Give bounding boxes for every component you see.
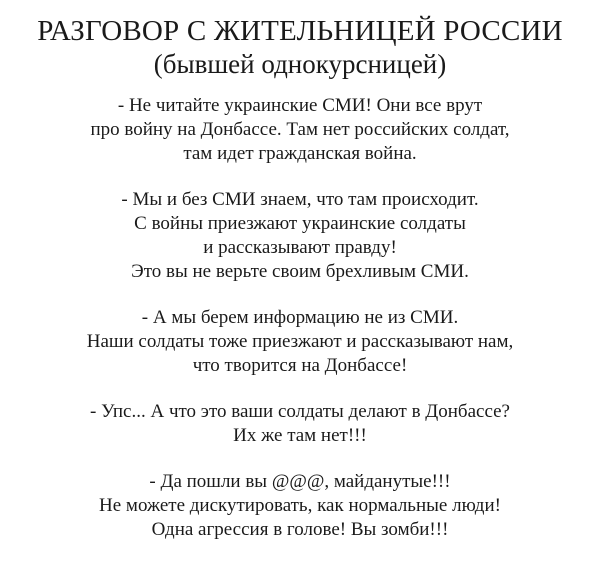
dialogue-line: там идет гражданская война. <box>183 143 417 164</box>
dialogue-line: - А мы берем информацию не из СМИ. <box>141 307 459 328</box>
dialogue-line: про войну на Донбассе. Там нет российских солдат, <box>90 119 510 140</box>
dialogue-line: - Да пошли вы @@@, майданутые!!! <box>149 471 451 492</box>
dialogue-line: Их же там нет!!! <box>233 425 367 446</box>
document-title: РАЗГОВОР С ЖИТЕЛЬНИЦЕЙ РОССИИ <box>37 15 563 47</box>
dialogue-body <box>0 94 600 542</box>
dialogue-paragraph-2 <box>0 188 600 284</box>
dialogue-paragraph-4 <box>0 400 600 448</box>
dialogue-line: Одна агрессия в голове! Вы зомби!!! <box>151 519 449 540</box>
dialogue-line: Наши солдаты тоже приезжают и рассказывают нам, <box>86 331 514 352</box>
dialogue-paragraph-5 <box>0 470 600 542</box>
document-subtitle: (бывшей однокурсницей) <box>153 49 447 79</box>
dialogue-line: С войны приезжают украинские солдаты <box>134 213 466 234</box>
dialogue-line: - Не читайте украинские СМИ! Они все врут <box>117 95 483 116</box>
dialogue-line: - Мы и без СМИ знаем, что там происходит. <box>121 189 479 210</box>
dialogue-line: и рассказывают правду! <box>203 237 397 258</box>
dialogue-line: - Упс... А что это ваши солдаты делают в Донбассе? <box>90 401 510 422</box>
dialogue-line: Это вы не верьте своим брехливым СМИ. <box>131 261 469 282</box>
dialogue-line: что творится на Донбассе! <box>192 355 408 376</box>
dialogue-line: Не можете дискутировать, как нормальные люди! <box>99 495 501 516</box>
dialogue-paragraph-1 <box>0 94 600 166</box>
dialogue-paragraph-3 <box>0 306 600 378</box>
